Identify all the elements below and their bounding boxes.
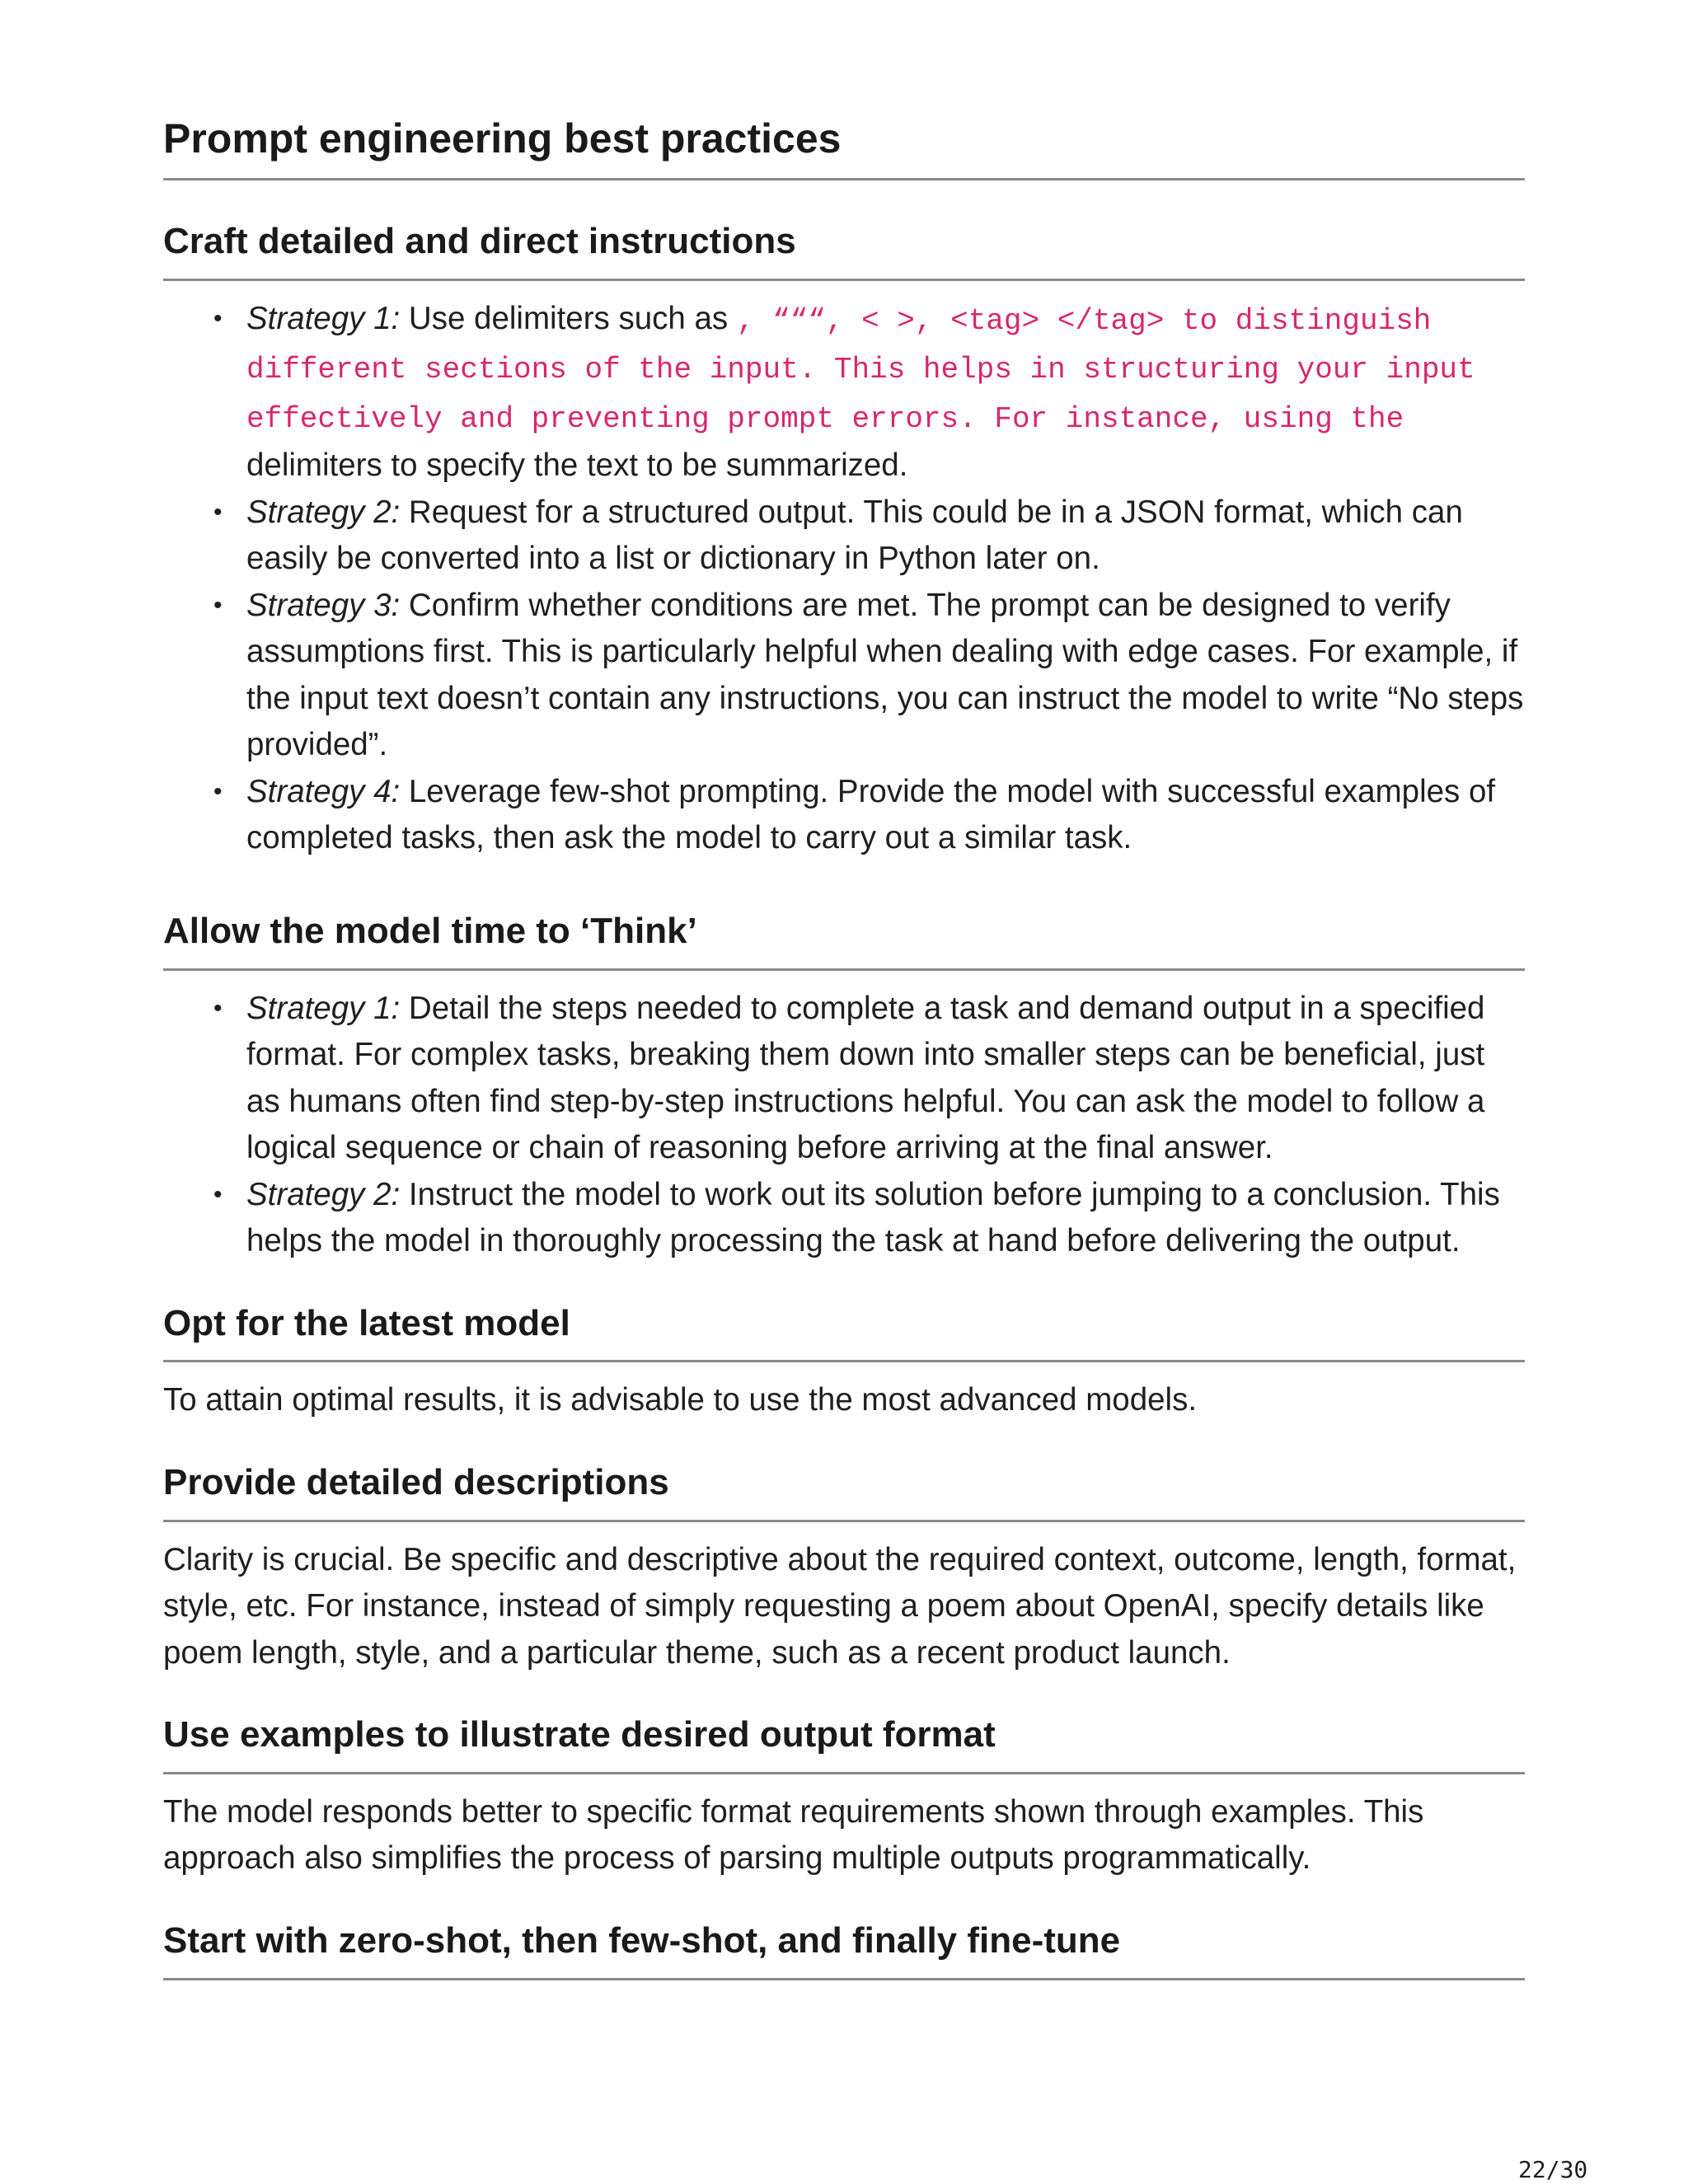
section-latest-model bbox=[163, 1302, 1525, 1424]
bullet-icon: • bbox=[213, 304, 223, 332]
section-heading: Start with zero-shot, then few-shot, and finally fine-tune bbox=[163, 1919, 1525, 1980]
section-detailed-descriptions bbox=[163, 1461, 1525, 1676]
strategy-text: Instruct the model to work out its solution before jumping to a conclusion. This helps the model in thoroughly processing the task at hand before delivering the output. bbox=[246, 1176, 1500, 1259]
strategy-text: Confirm whether conditions are met. The prompt can be designed to verify assumptions first. This is particularly helpful when dealing with edge cases. For example, if the input text doesn’t contain any instructions, you can instruct the model to write “No steps provided”. bbox=[246, 587, 1524, 763]
strategy-label: Strategy 1: bbox=[246, 300, 401, 336]
list-item bbox=[213, 490, 1525, 583]
strategy-text: Use delimiters such as bbox=[400, 300, 737, 336]
section-allow-think bbox=[163, 910, 1525, 1265]
section-use-examples bbox=[163, 1713, 1525, 1882]
page-title: Prompt engineering best practices bbox=[163, 114, 1525, 180]
section-heading: Craft detailed and direct instructions bbox=[163, 220, 1525, 281]
list-item bbox=[213, 986, 1525, 1172]
strategy-text: delimiters to specify the text to be summarized. bbox=[246, 448, 908, 484]
strategy-label: Strategy 4: bbox=[246, 773, 401, 809]
list-item bbox=[213, 296, 1525, 490]
section-heading: Opt for the latest model bbox=[163, 1302, 1525, 1363]
section-heading: Provide detailed descriptions bbox=[163, 1461, 1525, 1522]
section-zero-shot bbox=[163, 1919, 1525, 1980]
bullet-icon: • bbox=[213, 498, 223, 526]
page-number: 22/30 bbox=[1518, 2156, 1588, 2183]
section-body: To attain optimal results, it is advisable to use the most advanced models. bbox=[163, 1382, 1198, 1418]
bullet-icon: • bbox=[213, 777, 223, 805]
strategy-list bbox=[163, 296, 1525, 862]
inline-code: , “““, < >, <tag> </tag> to distinguish different sections of the input. This helps in structuring your input effectively and preventing prompt errors. For instance, using the bbox=[246, 303, 1475, 436]
page-content bbox=[163, 99, 1525, 1980]
section-heading: Allow the model time to ‘Think’ bbox=[163, 910, 1525, 971]
section-craft-instructions bbox=[163, 220, 1525, 862]
section-body: Clarity is crucial. Be specific and descriptive about the required context, outcome, length, format, style, etc. For instance, instead of simply requesting a poem about OpenAI, specify details like poem length, style, and a particular theme, such as a recent product launch. bbox=[163, 1541, 1517, 1671]
strategy-text: Detail the steps needed to complete a task and demand output in a specified format. For complex tasks, breaking them down into smaller steps can be beneficial, just as humans often find step-by-step instructions helpful. You can ask the model to follow a logical sequence or chain of reasoning before arriving at the final answer. bbox=[246, 990, 1485, 1166]
strategy-text: Leverage few-shot prompting. Provide the model with successful examples of completed tasks, then ask the model to carry out a similar task. bbox=[246, 773, 1496, 856]
bullet-icon: • bbox=[213, 994, 223, 1022]
strategy-label: Strategy 1: bbox=[246, 990, 401, 1026]
bullet-icon: • bbox=[213, 1180, 223, 1208]
list-item bbox=[213, 769, 1525, 862]
strategy-text: Request for a structured output. This could be in a JSON format, which can easily be converted into a list or dictionary in Python later on. bbox=[246, 494, 1463, 577]
strategy-label: Strategy 2: bbox=[246, 1176, 401, 1212]
section-body: The model responds better to specific format requirements shown through examples. This approach also simplifies the process of parsing multiple outputs programmatically. bbox=[163, 1793, 1424, 1877]
list-item bbox=[213, 1172, 1525, 1265]
section-heading: Use examples to illustrate desired output format bbox=[163, 1713, 1525, 1774]
list-item bbox=[213, 583, 1525, 769]
strategy-list bbox=[163, 986, 1525, 1265]
strategy-label: Strategy 3: bbox=[246, 587, 401, 623]
bullet-icon: • bbox=[213, 591, 223, 619]
strategy-label: Strategy 2: bbox=[246, 494, 401, 530]
